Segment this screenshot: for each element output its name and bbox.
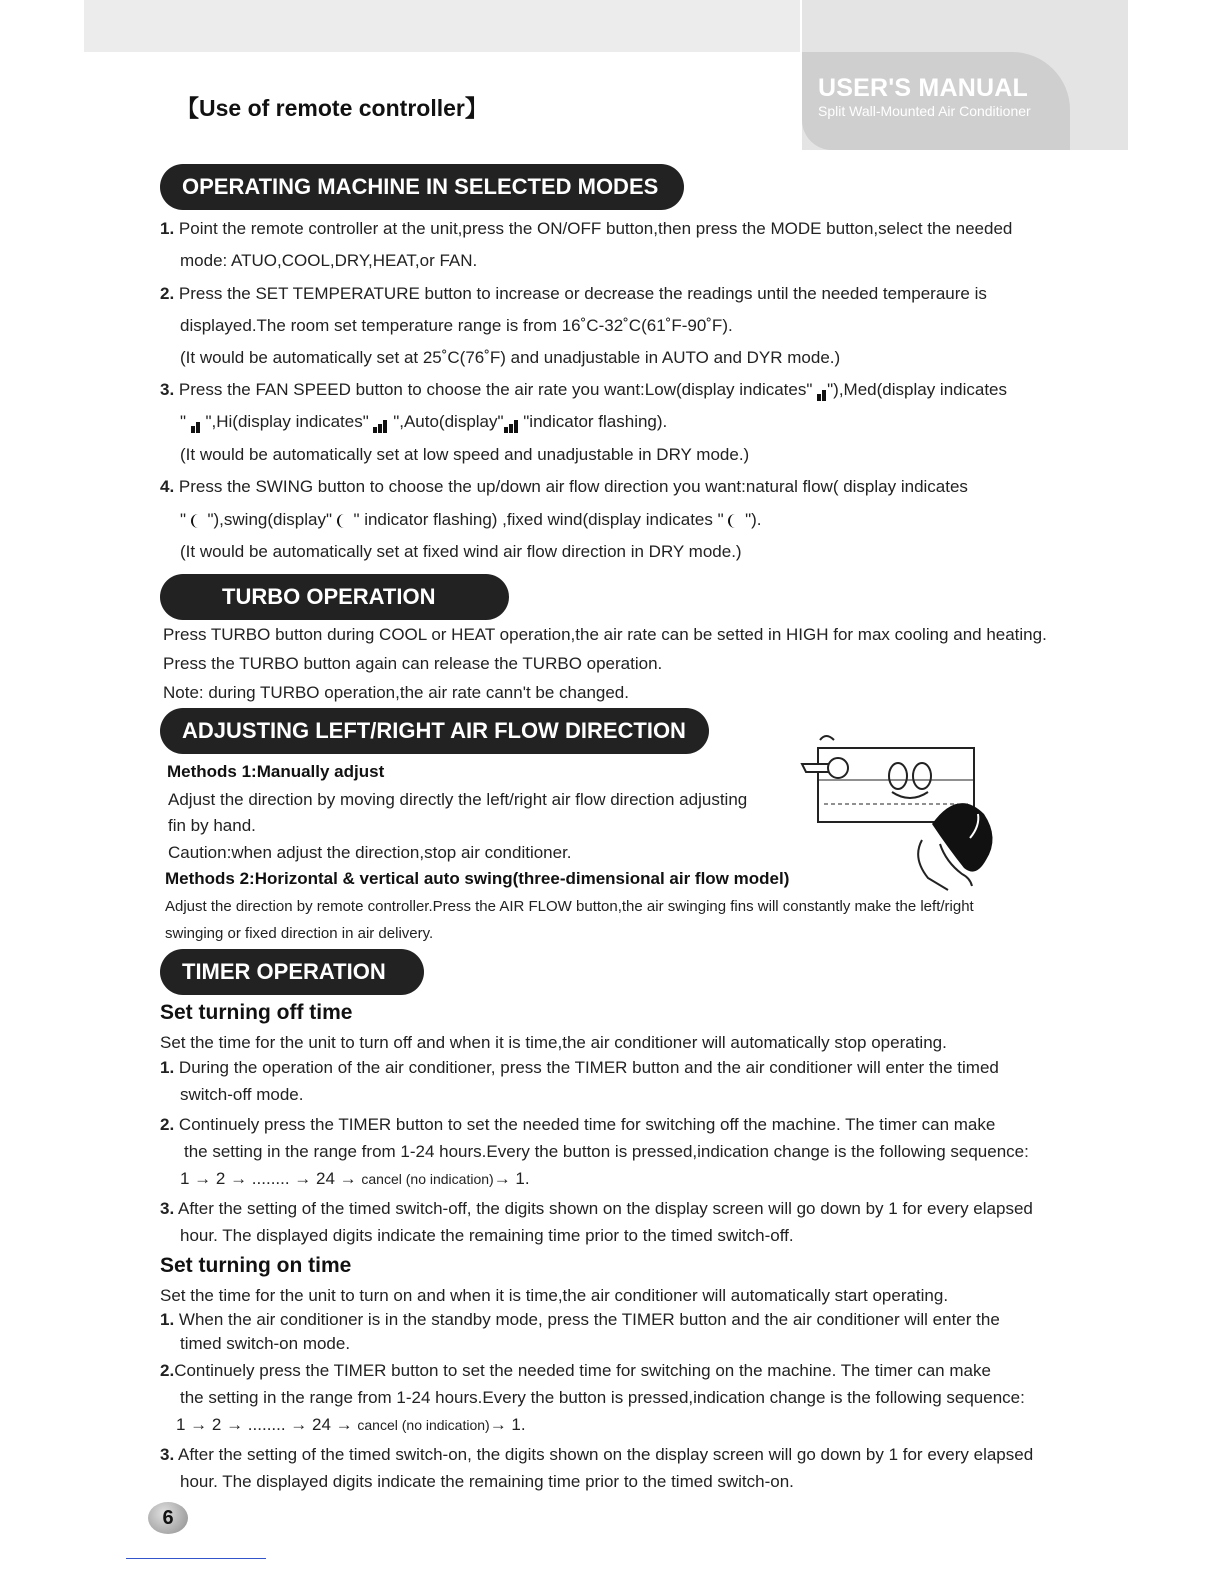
method-2-title: Methods 2:Horizontal & vertical auto swing(three-dimensional air flow model): [165, 869, 790, 888]
modes-item-1-line-1: 1. Point the remote controller at the unit,press the ON/OFF button,then press the MODE button,select the needed: [160, 219, 1013, 238]
method-1-title: Methods 1:Manually adjust: [167, 762, 385, 781]
off-item-2-line-1: 2. Continuely press the TIMER button to set the needed time for switching off the machine. The timer can make: [160, 1115, 996, 1134]
fan-auto-icon: [504, 413, 519, 433]
page-number-badge: 6: [148, 1502, 188, 1534]
footer-divider: [126, 1558, 266, 1559]
natural-flow-icon: [191, 514, 203, 528]
manual-title: USER'S MANUAL: [818, 74, 1028, 102]
on-intro: Set the time for the unit to turn on and when it is time,the air conditioner will automatically start operating.: [160, 1286, 949, 1305]
top-banner-band: [84, 0, 800, 52]
on-item-3-line-2: hour. The displayed digits indicate the remaining time prior to the timed switch-on.: [180, 1472, 794, 1491]
modes-item-4-line-3: (It would be automatically set at fixed wind air flow direction in DRY mode.): [180, 542, 742, 561]
off-intro: Set the time for the unit to turn off and when it is time,the air conditioner will automatically stop operating.: [160, 1033, 947, 1052]
off-item-2-line-2: the setting in the range from 1-24 hours.Every the button is pressed,indication change is the following sequence:: [184, 1142, 1029, 1161]
on-item-1-line-1: 1. When the air conditioner is in the standby mode, press the TIMER button and the air conditioner will enter the: [160, 1310, 1000, 1329]
on-item-1-line-2: timed switch-on mode.: [180, 1334, 351, 1353]
off-item-3-line-2: hour. The displayed digits indicate the remaining time prior to the timed switch-off.: [180, 1226, 794, 1245]
modes-item-3-line-1: 3. Press the FAN SPEED button to choose the air rate you want:Low(display indicates" "),Med(display indicates: [160, 380, 1008, 399]
fan-low-icon: [817, 381, 827, 401]
method-1-line-1: Adjust the direction by moving directly the left/right air flow direction adjusting: [168, 790, 748, 809]
method-2-line-2: swinging or fixed direction in air delivery.: [165, 925, 434, 942]
manual-subtitle: Split Wall-Mounted Air Conditioner: [818, 103, 1031, 119]
set-on-time-heading: Set turning on time: [160, 1254, 352, 1277]
on-item-2-line-1: 2.Continuely press the TIMER button to set the needed time for switching on the machine. The timer can make: [160, 1361, 991, 1380]
modes-item-1-line-2: mode: ATUO,COOL,DRY,HEAT,or FAN.: [180, 251, 478, 270]
on-item-3-line-1: 3. After the setting of the timed switch-on, the digits shown on the display screen will go down by 1 for every elapsed: [160, 1445, 1034, 1464]
off-item-1-line-2: switch-off mode.: [180, 1085, 304, 1104]
modes-item-2-line-1: 2. Press the SET TEMPERATURE button to increase or decrease the readings until the needed temperaure is: [160, 284, 987, 303]
modes-item-4-line-2: " "),swing(display" " indicator flashing) ,fixed wind(display indicates " ").: [180, 510, 762, 529]
turbo-line-2: Press the TURBO button again can release the TURBO operation.: [163, 654, 663, 673]
modes-item-2-line-2: displayed.The room set temperature range is from 16˚C-32˚C(61˚F-90˚F).: [180, 316, 733, 335]
off-item-3-line-1: 3. After the setting of the timed switch-off, the digits shown on the display screen will go down by 1 for every elapsed: [160, 1199, 1033, 1218]
fan-high-icon: [373, 413, 388, 433]
off-sequence: 1 → 2 → ........ → 24 → cancel (no indication)→ 1.: [180, 1169, 530, 1188]
method-1-line-2: fin by hand.: [168, 816, 256, 835]
adjusting-fin-illustration: [772, 728, 1004, 898]
modes-item-4-line-1: 4. Press the SWING button to choose the up/down air flow direction you want:natural flow( display indicates: [160, 477, 968, 496]
fixed-wind-icon: [728, 514, 740, 528]
modes-item-3-line-3: (It would be automatically set at low speed and unadjustable in DRY mode.): [180, 445, 750, 464]
section-banner-timer: TIMER OPERATION: [160, 949, 424, 995]
page-heading: 【Use of remote controller】: [176, 95, 488, 121]
set-off-time-heading: Set turning off time: [160, 1001, 353, 1024]
method-2-line-1: Adjust the direction by remote controller.Press the AIR FLOW button,the air swinging fins will constantly make the left/right: [165, 898, 974, 915]
modes-item-2-line-3: (It would be automatically set at 25˚C(76˚F) and unadjustable in AUTO and DYR mode.): [180, 348, 841, 367]
section-banner-modes: OPERATING MACHINE IN SELECTED MODES: [160, 164, 684, 210]
method-1-line-3: Caution:when adjust the direction,stop air conditioner.: [168, 843, 572, 862]
section-banner-airflow: ADJUSTING LEFT/RIGHT AIR FLOW DIRECTION: [160, 708, 709, 754]
off-item-1-line-1: 1. During the operation of the air conditioner, press the TIMER button and the air conditioner will enter the timed: [160, 1058, 999, 1077]
swing-icon: [337, 514, 349, 528]
on-sequence: 1 → 2 → ........ → 24 → cancel (no indication)→ 1.: [176, 1415, 526, 1434]
on-item-2-line-2: the setting in the range from 1-24 hours.Every the button is pressed,indication change is the following sequence:: [180, 1388, 1025, 1407]
section-banner-turbo: TURBO OPERATION: [160, 574, 509, 620]
modes-item-3-line-2: " ",Hi(display indicates" ",Auto(display" "indicator flashing).: [180, 412, 668, 431]
turbo-line-3: Note: during TURBO operation,the air rate cann't be changed.: [163, 683, 629, 702]
fan-med-icon: [191, 413, 201, 433]
turbo-line-1: Press TURBO button during COOL or HEAT operation,the air rate can be setted in HIGH for max cooling and heating.: [163, 625, 1047, 644]
